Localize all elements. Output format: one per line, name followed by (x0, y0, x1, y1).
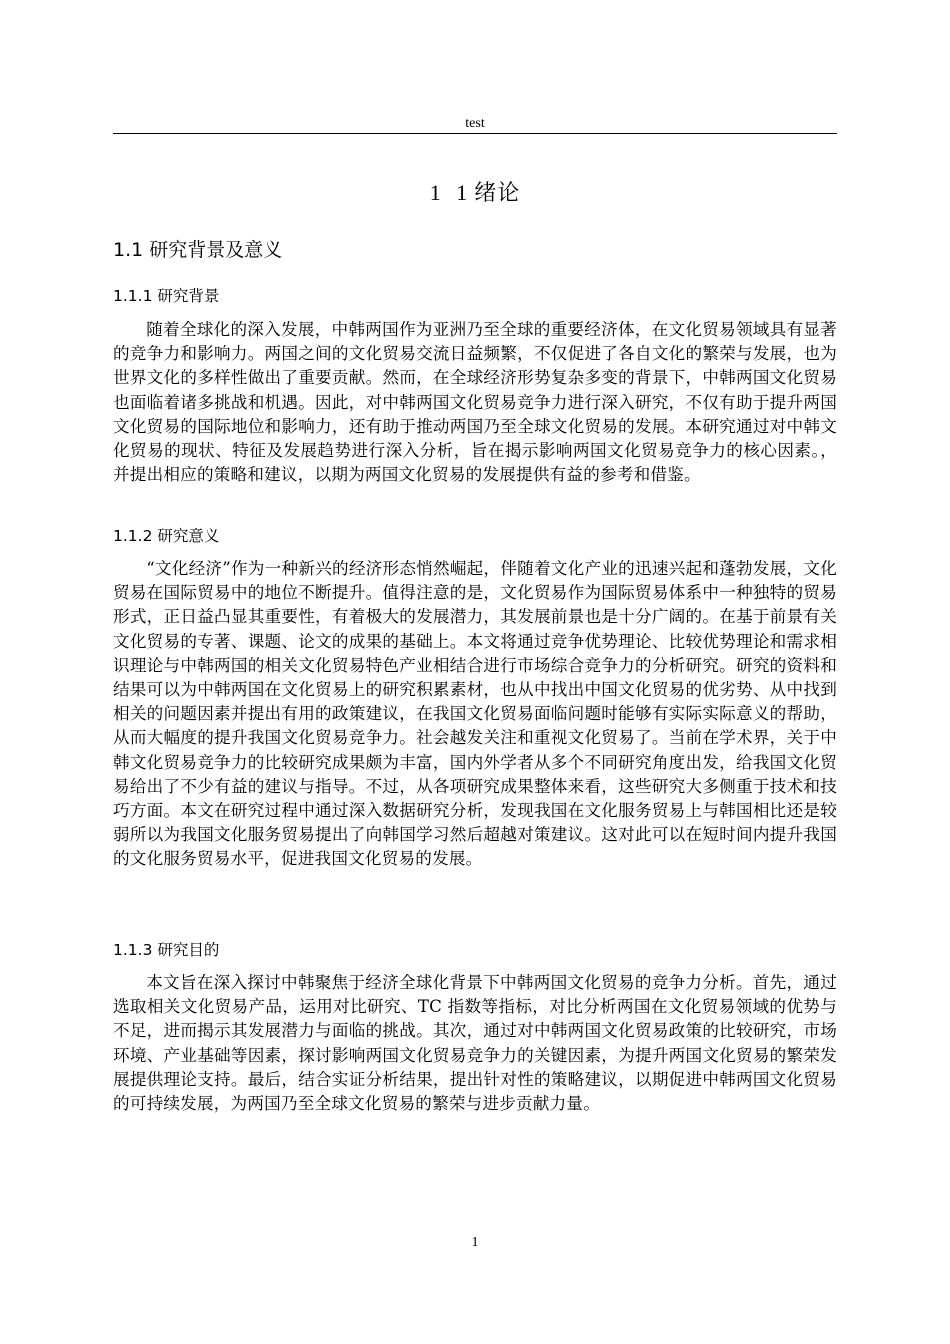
chapter-number: 1 1 (429, 180, 469, 205)
section-heading-1-1: 1.1 研究背景及意义 (113, 239, 283, 261)
subsection-heading-1-1-3: 1.1.3 研究目的 (113, 941, 220, 959)
page-number: 1 (471, 1235, 479, 1250)
page-header-text: test (465, 116, 485, 131)
subsection-heading-1-1-2: 1.1.2 研究意义 (113, 527, 220, 545)
subsection-heading-1-1-1: 1.1.1 研究背景 (113, 287, 220, 305)
chapter-title-text: 绪论 (474, 181, 521, 206)
paragraph-research-purpose: 本文旨在深入探讨中韩聚焦于经济全球化背景下中韩两国文化贸易的竞争力分析。首先，通过选取相关文化贸易产品，运用对比研究、TC 指数等指标，对比分析两国在文化贸易领域的优势与不足，进而揭示其发展潜力与面临的挑战。其次，通过对中韩两国文化贸易政策的比较研究，市场环境、产业基础等因素，探讨影响两国文化贸易竞争力的关键因素，为提升两国文化贸易的繁荣发展提供理论支持。最后，结合实证分析结果，提出针对性的策略建议，以期促进中韩两国文化贸易的可持续发展，为两国乃至全球文化贸易的繁荣与进步贡献力量。 (113, 973, 837, 1114)
paragraph-research-background: 随着全球化的深入发展，中韩两国作为亚洲乃至全球的重要经济体，在文化贸易领域具有显著的竞争力和影响力。两国之间的文化贸易交流日益频繁，不仅促进了各自文化的繁荣与发展，也为世界文化的多样性做出了重要贡献。然而，在全球经济形势复杂多变的背景下，中韩两国文化贸易也面临着诸多挑战和机遇。因此，对中韩两国文化贸易竞争力进行深入研究，不仅有助于提升两国文化贸易的国际地位和影响力，还有助于推动两国乃至全球文化贸易的发展。本研究通过对中韩文化贸易的现状、特征及发展趋势进行深入分析，旨在揭示影响两国文化贸易竞争力的核心因素。，并提出相应的策略和建议，以期为两国文化贸易的发展提供有益的参考和借鉴。 (113, 320, 837, 485)
header-rule (113, 133, 837, 134)
chapter-title (113, 177, 837, 210)
paragraph-research-significance: “文化经济”作为一种新兴的经济形态悄然崛起，伴随着文化产业的迅速兴起和蓬勃发展，文化贸易在国际贸易中的地位不断提升。值得注意的是，文化贸易作为国际贸易体系中一种独特的贸易形式，正日益凸显其重要性，有着极大的发展潜力，其发展前景也是十分广阔的。在基于前景有关文化贸易的专著、课题、论文的成果的基础上。本文将通过竞争优势理论、比较优势理论和需求相识理论与中韩两国的相关文化贸易特色产业相结合进行市场综合竞争力的分析研究。研究的资料和结果可以为中韩两国在文化贸易上的研究积累素材，也从中找出中国文化贸易的优劣势、从中找到相关的问题因素并提出有用的政策建议，在我国文化贸易面临问题时能够有实际实际意义的帮助，从而大幅度的提升我国文化贸易竞争力。社会越发关注和重视文化贸易了。当前在学术界，关于中韩文化贸易竞争力的比较研究成果颇为丰富，国内外学者从多个不同研究角度出发，给我国文化贸易给出了不少有益的建议与指导。不过，从各项研究成果整体来看，这些研究大多侧重于技术和技巧方面。本文在研究过程中通过深入数据研究分析，发现我国在文化服务贸易上与韩国相比还是较弱所以为我国文化服务贸易提出了向韩国学习然后超越对策建议。这对此可以在短时间内提升我国的文化服务贸易水平，促进我国文化贸易的发展。 (113, 559, 837, 869)
